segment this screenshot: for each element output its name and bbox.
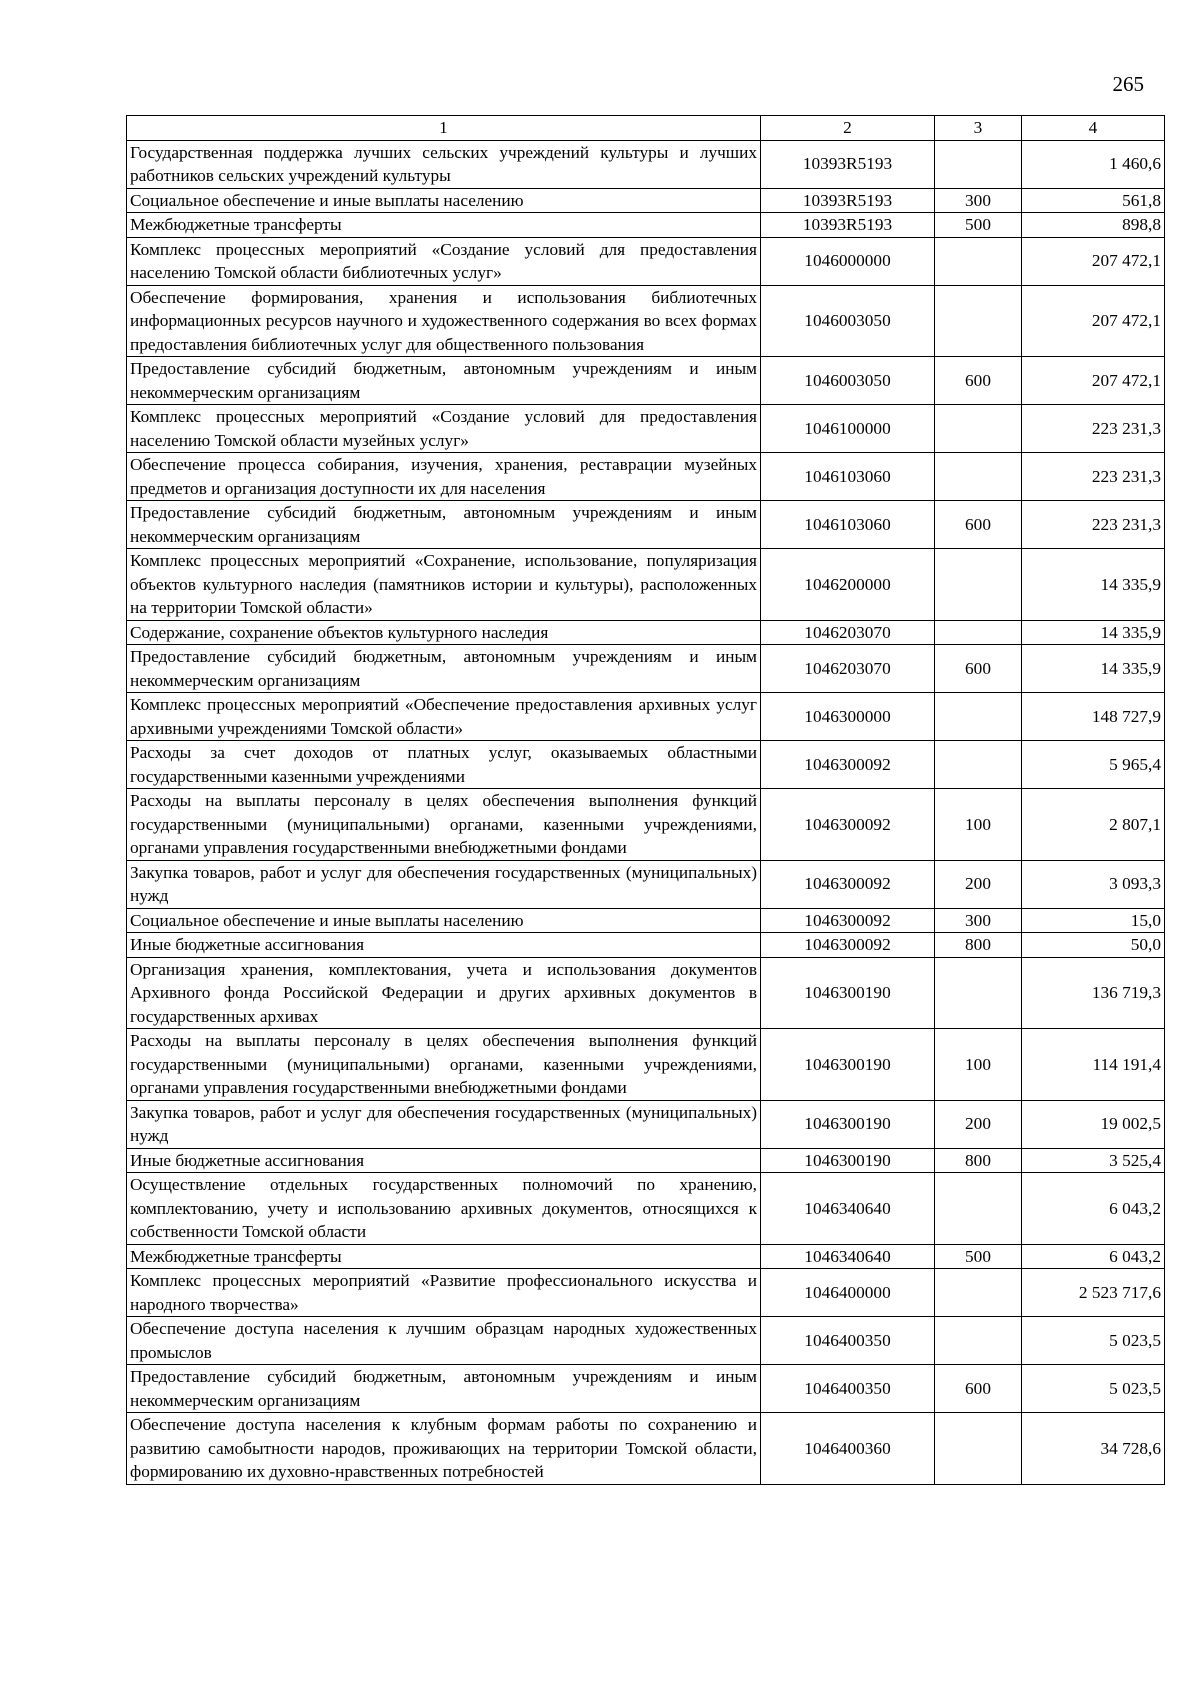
- row-expense-type: 500: [935, 1244, 1022, 1269]
- header-col-1: 1: [127, 116, 761, 141]
- table-row: [127, 357, 1165, 405]
- row-amount: 136 719,3: [1022, 957, 1165, 1029]
- table-row: [127, 188, 1165, 213]
- row-expense-type: [935, 140, 1022, 188]
- row-amount: 2 807,1: [1022, 789, 1165, 861]
- row-description: Расходы за счет доходов от платных услуг, оказываемых областными государственными казенными учреждениями: [127, 741, 761, 789]
- row-expense-type: [935, 1317, 1022, 1365]
- table-row: [127, 693, 1165, 741]
- row-target-code: 1046103060: [761, 501, 935, 549]
- page-number: 265: [1112, 72, 1144, 96]
- row-amount: 5 023,5: [1022, 1365, 1165, 1413]
- table-row: [127, 860, 1165, 908]
- row-expense-type: 800: [935, 1148, 1022, 1173]
- row-description: Расходы на выплаты персоналу в целях обеспечения выполнения функций государственными (муниципальными) органами, казенными учреждениями, органами управления государственными внебюджетными фондами: [127, 1029, 761, 1101]
- table-row: [127, 501, 1165, 549]
- row-description: Комплекс процессных мероприятий «Обеспечение предоставления архивных услуг архивными учреждениями Томской области»: [127, 693, 761, 741]
- row-target-code: 1046200000: [761, 549, 935, 621]
- row-description: Социальное обеспечение и иные выплаты населению: [127, 908, 761, 933]
- table-row: [127, 237, 1165, 285]
- row-expense-type: 600: [935, 501, 1022, 549]
- row-target-code: 1046003050: [761, 285, 935, 357]
- row-description: Государственная поддержка лучших сельских учреждений культуры и лучших работников сельских учреждений культуры: [127, 140, 761, 188]
- table-row: [127, 1100, 1165, 1148]
- table-row: [127, 908, 1165, 933]
- table-row: [127, 1317, 1165, 1365]
- table-row: [127, 1269, 1165, 1317]
- row-expense-type: 100: [935, 1029, 1022, 1101]
- row-target-code: 1046300190: [761, 1148, 935, 1173]
- table-row: [127, 933, 1165, 958]
- row-expense-type: 600: [935, 1365, 1022, 1413]
- row-description: Обеспечение доступа населения к клубным формам работы по сохранению и развитию самобытности народов, проживающих на территории Томской области, формированию их духовно-нравственных потребностей: [127, 1413, 761, 1485]
- row-amount: 223 231,3: [1022, 453, 1165, 501]
- row-description: Комплекс процессных мероприятий «Развитие профессионального искусства и народного творчества»: [127, 1269, 761, 1317]
- row-expense-type: [935, 405, 1022, 453]
- row-target-code: 1046300190: [761, 1100, 935, 1148]
- row-description: Предоставление субсидий бюджетным, автономным учреждениям и иным некоммерческим организациям: [127, 645, 761, 693]
- row-target-code: 1046003050: [761, 357, 935, 405]
- row-amount: 114 191,4: [1022, 1029, 1165, 1101]
- row-description: Предоставление субсидий бюджетным, автономным учреждениям и иным некоммерческим организациям: [127, 1365, 761, 1413]
- table-row: [127, 1365, 1165, 1413]
- table-row: [127, 549, 1165, 621]
- row-description: Обеспечение формирования, хранения и использования библиотечных информационных ресурсов научного и художественного содержания во всех формах предоставления библиотечных услуг для общественного пользования: [127, 285, 761, 357]
- row-amount: 223 231,3: [1022, 501, 1165, 549]
- row-expense-type: 300: [935, 908, 1022, 933]
- table-row: [127, 741, 1165, 789]
- header-col-3: 3: [935, 116, 1022, 141]
- row-description: Обеспечение доступа населения к лучшим образцам народных художественных промыслов: [127, 1317, 761, 1365]
- row-description: Комплекс процессных мероприятий «Создание условий для предоставления населению Томской области музейных услуг»: [127, 405, 761, 453]
- table-row: [127, 1244, 1165, 1269]
- table-row: [127, 789, 1165, 861]
- row-amount: 207 472,1: [1022, 357, 1165, 405]
- row-amount: 148 727,9: [1022, 693, 1165, 741]
- row-expense-type: [935, 237, 1022, 285]
- row-target-code: 1046400360: [761, 1413, 935, 1485]
- row-target-code: 1046203070: [761, 620, 935, 645]
- row-amount: 6 043,2: [1022, 1244, 1165, 1269]
- row-target-code: 1046340640: [761, 1173, 935, 1245]
- row-expense-type: [935, 285, 1022, 357]
- row-expense-type: [935, 693, 1022, 741]
- table-row: [127, 620, 1165, 645]
- row-amount: 561,8: [1022, 188, 1165, 213]
- row-description: Комплекс процессных мероприятий «Создание условий для предоставления населению Томской области библиотечных услуг»: [127, 237, 761, 285]
- table-row: [127, 1029, 1165, 1101]
- row-target-code: 1046400000: [761, 1269, 935, 1317]
- row-amount: 6 043,2: [1022, 1173, 1165, 1245]
- row-expense-type: 600: [935, 645, 1022, 693]
- row-expense-type: [935, 1269, 1022, 1317]
- row-description: Комплекс процессных мероприятий «Сохранение, использование, популяризация объектов культурного наследия (памятников истории и культуры), расположенных на территории Томской области»: [127, 549, 761, 621]
- row-description: Межбюджетные трансферты: [127, 213, 761, 238]
- row-target-code: 1046300092: [761, 933, 935, 958]
- row-amount: 3 525,4: [1022, 1148, 1165, 1173]
- table-row: [127, 645, 1165, 693]
- table-row: [127, 405, 1165, 453]
- row-description: Иные бюджетные ассигнования: [127, 1148, 761, 1173]
- row-expense-type: [935, 741, 1022, 789]
- row-target-code: 1046400350: [761, 1365, 935, 1413]
- row-description: Иные бюджетные ассигнования: [127, 933, 761, 958]
- row-amount: 898,8: [1022, 213, 1165, 238]
- row-description: Расходы на выплаты персоналу в целях обеспечения выполнения функций государственными (муниципальными) органами, казенными учреждениями, органами управления государственными внебюджетными фондами: [127, 789, 761, 861]
- row-target-code: 1046103060: [761, 453, 935, 501]
- row-description: Обеспечение процесса собирания, изучения, хранения, реставрации музейных предметов и организация доступности их для населения: [127, 453, 761, 501]
- row-expense-type: [935, 453, 1022, 501]
- table-row: [127, 213, 1165, 238]
- header-col-4: 4: [1022, 116, 1165, 141]
- row-description: Содержание, сохранение объектов культурного наследия: [127, 620, 761, 645]
- row-amount: 14 335,9: [1022, 645, 1165, 693]
- table-body: [127, 140, 1165, 1484]
- row-expense-type: [935, 1413, 1022, 1485]
- row-expense-type: 200: [935, 860, 1022, 908]
- row-amount: 2 523 717,6: [1022, 1269, 1165, 1317]
- row-expense-type: [935, 957, 1022, 1029]
- row-target-code: 1046340640: [761, 1244, 935, 1269]
- row-target-code: 1046300092: [761, 908, 935, 933]
- row-target-code: 1046300092: [761, 741, 935, 789]
- row-target-code: 1046100000: [761, 405, 935, 453]
- table-row: [127, 140, 1165, 188]
- row-target-code: 1046203070: [761, 645, 935, 693]
- row-expense-type: 100: [935, 789, 1022, 861]
- table-header: [127, 116, 1165, 141]
- row-target-code: 1046400350: [761, 1317, 935, 1365]
- row-amount: 14 335,9: [1022, 549, 1165, 621]
- row-description: Социальное обеспечение и иные выплаты населению: [127, 188, 761, 213]
- row-description: Предоставление субсидий бюджетным, автономным учреждениям и иным некоммерческим организациям: [127, 501, 761, 549]
- row-target-code: 10393R5193: [761, 140, 935, 188]
- row-description: Осуществление отдельных государственных полномочий по хранению, комплектованию, учету и использованию архивных документов, относящихся к собственности Томской области: [127, 1173, 761, 1245]
- row-expense-type: [935, 1173, 1022, 1245]
- row-expense-type: 800: [935, 933, 1022, 958]
- header-col-2: 2: [761, 116, 935, 141]
- row-target-code: 10393R5193: [761, 213, 935, 238]
- row-amount: 5 023,5: [1022, 1317, 1165, 1365]
- row-amount: 1 460,6: [1022, 140, 1165, 188]
- row-amount: 207 472,1: [1022, 237, 1165, 285]
- row-amount: 5 965,4: [1022, 741, 1165, 789]
- row-description: Межбюджетные трансферты: [127, 1244, 761, 1269]
- row-description: Закупка товаров, работ и услуг для обеспечения государственных (муниципальных) нужд: [127, 1100, 761, 1148]
- row-target-code: 1046300092: [761, 789, 935, 861]
- table-row: [127, 957, 1165, 1029]
- row-target-code: 1046000000: [761, 237, 935, 285]
- row-amount: 19 002,5: [1022, 1100, 1165, 1148]
- row-expense-type: [935, 549, 1022, 621]
- row-expense-type: 300: [935, 188, 1022, 213]
- row-description: Закупка товаров, работ и услуг для обеспечения государственных (муниципальных) нужд: [127, 860, 761, 908]
- table-row: [127, 285, 1165, 357]
- table-row: [127, 453, 1165, 501]
- row-expense-type: [935, 620, 1022, 645]
- row-target-code: 1046300000: [761, 693, 935, 741]
- row-expense-type: 600: [935, 357, 1022, 405]
- row-amount: 15,0: [1022, 908, 1165, 933]
- row-target-code: 10393R5193: [761, 188, 935, 213]
- row-target-code: 1046300190: [761, 957, 935, 1029]
- row-amount: 223 231,3: [1022, 405, 1165, 453]
- row-amount: 50,0: [1022, 933, 1165, 958]
- row-target-code: 1046300190: [761, 1029, 935, 1101]
- row-expense-type: 500: [935, 213, 1022, 238]
- table-row: [127, 1173, 1165, 1245]
- row-description: Предоставление субсидий бюджетным, автономным учреждениям и иным некоммерческим организациям: [127, 357, 761, 405]
- header-row: [127, 116, 1165, 141]
- table-row: [127, 1413, 1165, 1485]
- row-amount: 3 093,3: [1022, 860, 1165, 908]
- row-amount: 207 472,1: [1022, 285, 1165, 357]
- row-target-code: 1046300092: [761, 860, 935, 908]
- row-expense-type: 200: [935, 1100, 1022, 1148]
- row-description: Организация хранения, комплектования, учета и использования документов Архивного фонда Российской Федерации и других архивных документов в государственных архивах: [127, 957, 761, 1029]
- budget-table: [126, 115, 1165, 1485]
- row-amount: 34 728,6: [1022, 1413, 1165, 1485]
- row-amount: 14 335,9: [1022, 620, 1165, 645]
- table-row: [127, 1148, 1165, 1173]
